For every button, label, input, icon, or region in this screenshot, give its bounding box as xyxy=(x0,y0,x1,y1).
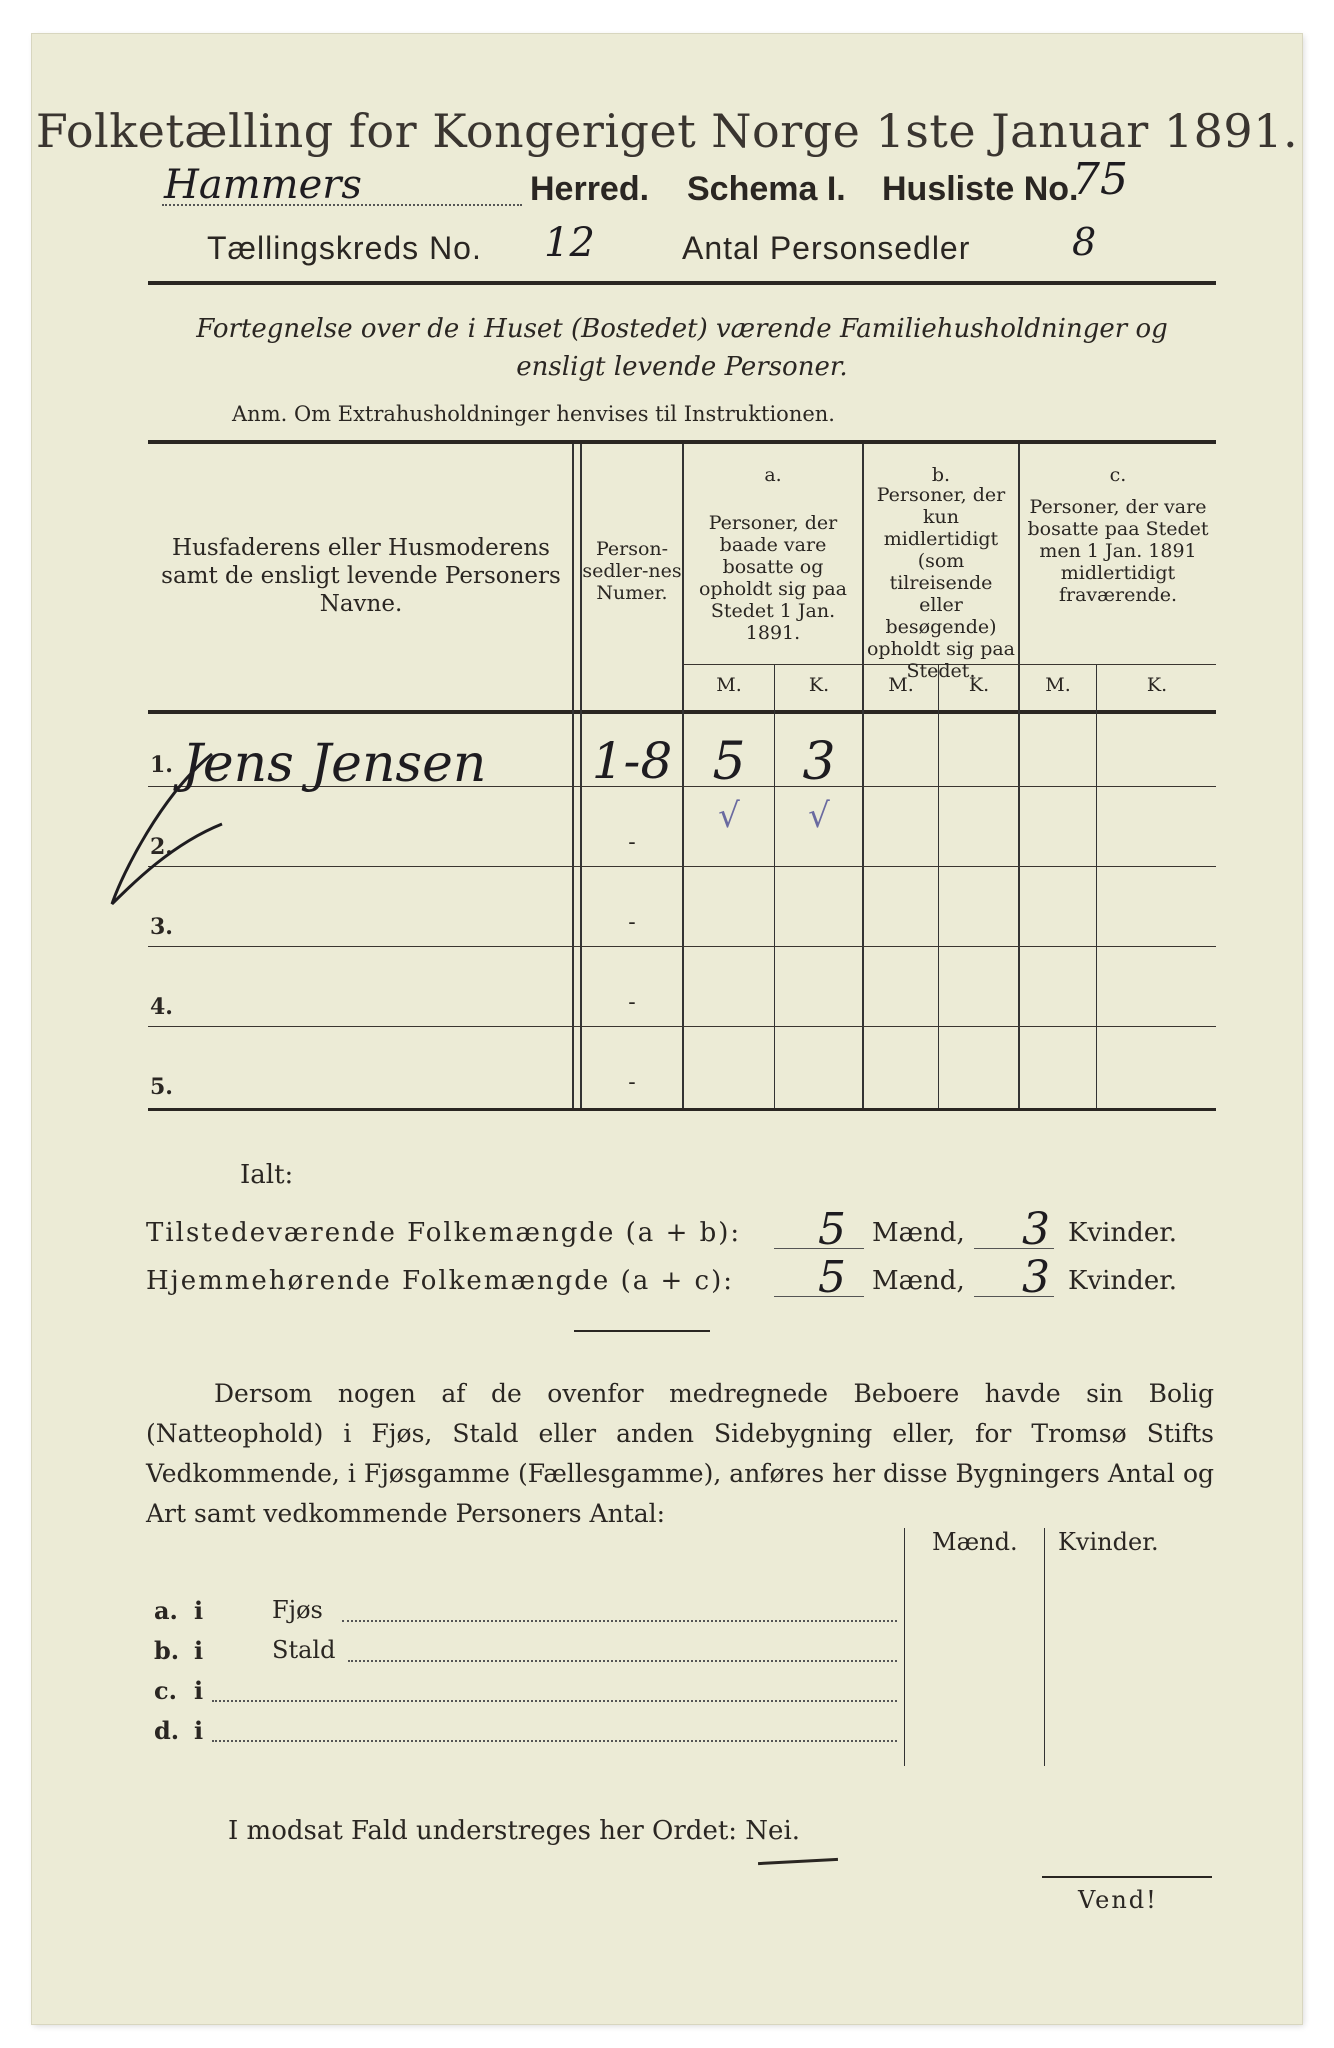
col-divider xyxy=(1018,444,1020,1108)
col-b-letter: b. xyxy=(931,464,951,486)
col-name-header: Husfaderens eller Husmoderens samt de ensligt levende Personers Navne. xyxy=(161,535,561,617)
husliste-value: 75 xyxy=(1072,154,1128,205)
nei-underline xyxy=(758,1858,838,1865)
item-i: i xyxy=(194,1716,204,1745)
antal-label: Antal Personsedler xyxy=(682,230,971,266)
kvinder-head: Kvinder. xyxy=(1058,1528,1159,1556)
totals-row1-kvinder: Kvinder. xyxy=(1068,1218,1178,1248)
row-rule xyxy=(148,1026,1216,1027)
col-b-header: Personer, der kun midlertidigt (som tilreisende eller besøgende) opholdt sig paa Stedet. xyxy=(866,484,1016,682)
row-rule xyxy=(148,866,1216,867)
col-c-k: K. xyxy=(1146,674,1168,696)
col-divider xyxy=(938,664,939,1108)
kreds-value: 12 xyxy=(544,220,595,266)
item-dotline xyxy=(348,1660,897,1662)
herred-dotline xyxy=(162,204,522,206)
herred-value: Hammers xyxy=(164,162,362,208)
row-a-k-check: √ xyxy=(808,796,830,836)
totals-row2-m: 5 xyxy=(818,1252,846,1303)
schema-label: Schema I. xyxy=(687,170,846,208)
col-divider xyxy=(1096,664,1097,1108)
col-divider xyxy=(862,444,864,1108)
item-letter: b. xyxy=(154,1636,180,1665)
totals-row2-maend: Mænd, xyxy=(872,1266,965,1296)
row-name: Jens Jensen xyxy=(182,734,487,794)
item-dotline xyxy=(342,1620,897,1622)
table-bottom-rule xyxy=(148,1108,1216,1111)
vend-label: Vend! xyxy=(1078,1886,1158,1914)
bygning-col-divider xyxy=(1044,1528,1045,1766)
item-i: i xyxy=(194,1596,204,1625)
col-a-letter: a. xyxy=(764,464,782,486)
row-a-m: 5 xyxy=(712,732,746,792)
totals-row2-k: 3 xyxy=(1022,1252,1050,1303)
col-divider xyxy=(774,664,775,1108)
row-person-nr: - xyxy=(628,1070,636,1095)
anm-note: Anm. Om Extrahusholdninger henvises til Instruktionen. xyxy=(232,402,835,426)
row-person-nr: - xyxy=(628,830,636,855)
bygning-paragraph: Dersom nogen af de ovenfor medregnede Beboere havde sin Bolig (Natteophold) i Fjøs, Stald eller anden Sidebygning eller, for Tromsø Stifts Vedkommende, i Fjøsgamme (Fællesgamme), anføres her disse Bygningers Antal og Art samt vedkommende Personers Antal: xyxy=(146,1379,1214,1528)
item-label: Fjøs xyxy=(272,1596,323,1624)
item-i: i xyxy=(194,1676,204,1705)
row-a-k: 3 xyxy=(802,732,836,792)
header-rule xyxy=(148,281,1216,285)
census-form-sheet xyxy=(32,34,1302,2024)
row-person-nr: - xyxy=(628,910,636,935)
item-i: i xyxy=(194,1636,204,1665)
totals-row1-m: 5 xyxy=(818,1204,846,1255)
col-a-header: Personer, der baade vare bosatte og opholdt sig paa Stedet 1 Jan. 1891. xyxy=(698,512,848,644)
name-flourish xyxy=(102,734,232,924)
row-person-nr: - xyxy=(628,990,636,1015)
col-a-m: M. xyxy=(716,674,742,696)
col-b-m: M. xyxy=(888,674,914,696)
col-c-letter: c. xyxy=(1109,464,1127,486)
col-c-header: Personer, der vare bosatte paa Stedet men 1 Jan. 1891 midlertidigt fraværende. xyxy=(1027,496,1209,606)
herred-label: Herred. xyxy=(530,170,650,208)
totals-row2-label: Hjemmehørende Folkemængde (a + c): xyxy=(146,1266,734,1296)
form-title: Folketælling for Kongeriget Norge 1ste Januar 1891. xyxy=(35,104,1299,158)
totals-row1-label: Tilstedeværende Folkemængde (a + b): xyxy=(146,1218,742,1248)
modsat-text: I modsat Fald understreges her Ordet: Nei. xyxy=(228,1816,801,1846)
maend-head: Mænd. xyxy=(932,1528,1018,1556)
col-b-k: K. xyxy=(968,674,990,696)
intro-text: Fortegnelse over de i Huset (Bostedet) værende Familiehusholdninger og ensligt levende Personer. xyxy=(196,314,1168,382)
row-number: 5. xyxy=(150,1074,173,1100)
antal-value: 8 xyxy=(1072,220,1097,264)
section-divider xyxy=(574,1330,710,1332)
ialt-label: Ialt: xyxy=(240,1160,294,1190)
col-divider xyxy=(572,444,574,1108)
row-number: 3. xyxy=(150,914,173,940)
totals-row2-kvinder: Kvinder. xyxy=(1068,1266,1178,1296)
item-letter: a. xyxy=(154,1596,178,1625)
col-num-header: Person-sedler-nes Numer. xyxy=(582,538,682,604)
row-number: 2. xyxy=(150,834,173,860)
totals-row1-maend: Mænd, xyxy=(872,1218,965,1248)
item-dotline xyxy=(212,1700,897,1702)
item-letter: c. xyxy=(154,1676,177,1705)
vend-rule xyxy=(1042,1876,1212,1878)
col-c-m: M. xyxy=(1045,674,1071,696)
item-label: Stald xyxy=(272,1636,336,1664)
row-number: 1. xyxy=(150,752,173,778)
row-rule xyxy=(148,946,1216,947)
row-a-m-check: √ xyxy=(718,796,740,836)
col-a-k: K. xyxy=(808,674,830,696)
kreds-label: Tællingskreds No. xyxy=(207,230,482,266)
husliste-label: Husliste No. xyxy=(882,170,1079,208)
totals-row1-k: 3 xyxy=(1022,1204,1050,1255)
item-letter: d. xyxy=(154,1716,180,1745)
item-dotline xyxy=(212,1740,897,1742)
row-number: 4. xyxy=(150,994,173,1020)
bygning-col-divider xyxy=(904,1528,905,1766)
row-person-nr: 1-8 xyxy=(591,732,673,790)
